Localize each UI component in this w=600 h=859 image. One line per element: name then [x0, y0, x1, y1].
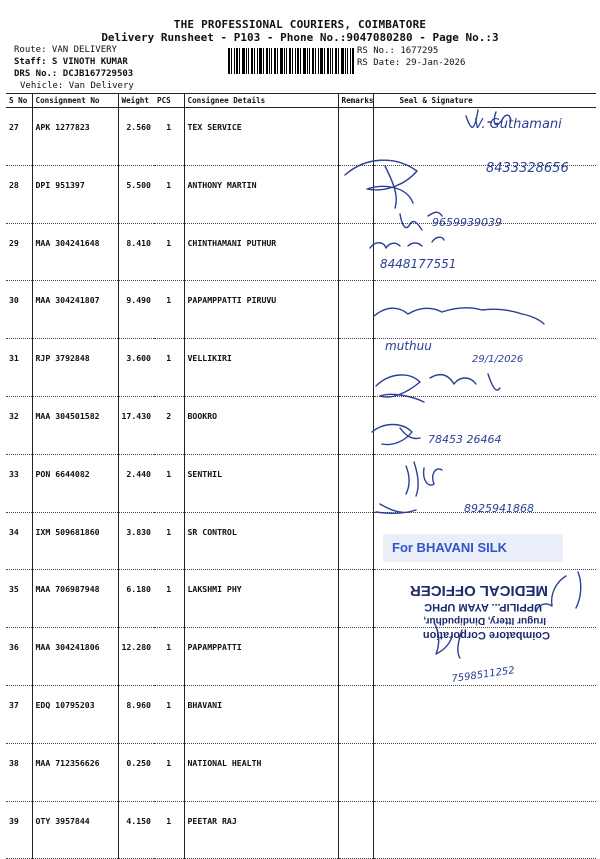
row-seal — [373, 512, 596, 570]
row-pcs: 1 — [154, 512, 184, 570]
table-row — [6, 743, 596, 801]
drs-line — [14, 68, 133, 80]
row-consignment: MAA 304501582 — [32, 396, 118, 454]
row-weight: 9.490 — [118, 281, 154, 339]
row-sno: 31 — [6, 339, 32, 397]
table-row — [6, 454, 596, 512]
row-consignee: TEX SERVICE — [184, 108, 338, 166]
staff-line — [14, 56, 128, 68]
runsheet-table — [6, 93, 596, 859]
row-pcs: 1 — [154, 628, 184, 686]
row-weight: 5.500 — [118, 165, 154, 223]
drs-value: DCJB167729503 — [62, 69, 134, 79]
row-consignee: BHAVANI — [184, 685, 338, 743]
drs-label: DRS No.: — [14, 69, 58, 79]
row-remarks — [338, 165, 373, 223]
row-seal — [373, 743, 596, 801]
row-sno: 33 — [6, 454, 32, 512]
row-consignee: SR CONTROL — [184, 512, 338, 570]
row-seal — [373, 628, 596, 686]
row-remarks — [338, 281, 373, 339]
medical-stamp-line-1: MEDICAL OFFICER — [409, 582, 548, 599]
row-consignment: OTY 3957844 — [32, 801, 118, 859]
col-weight: Weight — [118, 94, 154, 108]
row-pcs: 1 — [154, 570, 184, 628]
col-seal-signature: Seal & Signature — [373, 94, 596, 108]
table-row — [6, 801, 596, 859]
row-seal — [373, 570, 596, 628]
table-row — [6, 512, 596, 570]
row-sno: 28 — [6, 165, 32, 223]
row-pcs: 1 — [154, 743, 184, 801]
row-remarks — [338, 512, 373, 570]
staff-label: Staff: — [14, 57, 47, 67]
row-consignee: VELLIKIRI — [184, 339, 338, 397]
row-weight: 12.280 — [118, 628, 154, 686]
barcode-bars — [228, 48, 354, 74]
row-seal — [373, 685, 596, 743]
row-consignment: APK 1277823 — [32, 108, 118, 166]
row-pcs: 1 — [154, 281, 184, 339]
rs-date: RS Date: 29-Jan-2026 — [357, 58, 466, 68]
table-row — [6, 223, 596, 281]
row-consignment: DPI 951397 — [32, 165, 118, 223]
row-weight: 6.180 — [118, 570, 154, 628]
handwritten-name-27: V. Guthamani — [474, 117, 562, 132]
row-weight: 3.600 — [118, 339, 154, 397]
company-title: THE PROFESSIONAL COURIERS, COIMBATORE — [173, 18, 427, 31]
table-header-row — [6, 94, 596, 108]
table-row — [6, 685, 596, 743]
row-consignment: MAA 304241806 — [32, 628, 118, 686]
table-row — [6, 396, 596, 454]
row-consignee: CHINTHAMANI PUTHUR — [184, 223, 338, 281]
col-remarks: Remarks — [338, 94, 373, 108]
table-row — [6, 165, 596, 223]
medical-stamp-line-2: UPPILIP... AYAM UPHC — [424, 601, 542, 613]
barcode-image — [228, 48, 354, 74]
row-consignment: PON 6644082 — [32, 454, 118, 512]
row-remarks — [338, 801, 373, 859]
row-seal — [373, 396, 596, 454]
row-pcs: 1 — [154, 801, 184, 859]
row-consignee: PAPAMPPATTI — [184, 628, 338, 686]
row-consignee: NATIONAL HEALTH — [184, 743, 338, 801]
row-remarks — [338, 396, 373, 454]
rs-number: RS No.: 1677295 — [357, 46, 439, 56]
row-sno: 30 — [6, 281, 32, 339]
row-sno: 39 — [6, 801, 32, 859]
row-consignment: MAA 706987948 — [32, 570, 118, 628]
row-remarks — [338, 570, 373, 628]
handwritten-sig-32: muthuu — [385, 339, 432, 353]
handwritten-phone-34: 78453 26464 — [428, 433, 502, 446]
row-sno: 38 — [6, 743, 32, 801]
col-pcs: PCS — [154, 94, 184, 108]
handwritten-phone-30: 8448177551 — [380, 257, 457, 271]
row-seal — [373, 339, 596, 397]
table-body — [6, 108, 596, 859]
row-consignment: MAA 304241807 — [32, 281, 118, 339]
row-pcs: 1 — [154, 165, 184, 223]
row-consignment: RJP 3792848 — [32, 339, 118, 397]
vehicle-label: Vehicle: Van Delivery — [20, 81, 134, 91]
row-weight: 17.430 — [118, 396, 154, 454]
row-weight: 2.440 — [118, 454, 154, 512]
row-weight: 3.830 — [118, 512, 154, 570]
staff-value: S VINOTH KUMAR — [51, 57, 128, 67]
row-seal — [373, 454, 596, 512]
row-pcs: 1 — [154, 223, 184, 281]
table-row — [6, 339, 596, 397]
table-row — [6, 281, 596, 339]
row-weight: 4.150 — [118, 801, 154, 859]
col-sno: S No — [6, 94, 32, 108]
rs-info — [357, 45, 465, 69]
row-weight: 2.560 — [118, 108, 154, 166]
handwritten-phone-28: 8433328656 — [486, 161, 569, 176]
handwritten-phone-36: 8925941868 — [464, 502, 534, 515]
row-consignee: PAPAMPPATTI PIRUVU — [184, 281, 338, 339]
table-row — [6, 570, 596, 628]
bhavani-stamp-text: For BHAVANI SILK — [392, 540, 508, 555]
row-sno: 34 — [6, 512, 32, 570]
row-sno: 37 — [6, 685, 32, 743]
row-sno: 29 — [6, 223, 32, 281]
row-remarks — [338, 339, 373, 397]
row-remarks — [338, 223, 373, 281]
handwritten-date-32: 29/1/2026 — [472, 354, 524, 365]
col-consignee: Consignee Details — [184, 94, 338, 108]
row-consignee: PEETAR RAJ — [184, 801, 338, 859]
row-weight: 0.250 — [118, 743, 154, 801]
row-weight: 8.960 — [118, 685, 154, 743]
row-remarks — [338, 108, 373, 166]
row-consignee: ANTHONY MARTIN — [184, 165, 338, 223]
row-pcs: 1 — [154, 108, 184, 166]
row-seal — [373, 165, 596, 223]
row-consignment: MAA 304241648 — [32, 223, 118, 281]
runsheet-subtitle: Delivery Runsheet - P103 - Phone No.:9047080280 - Page No.:3 — [101, 31, 499, 44]
table-row — [6, 628, 596, 686]
route-label: Route: VAN DELIVERY — [14, 45, 117, 55]
row-sno: 35 — [6, 570, 32, 628]
row-consignment: IXM 509681860 — [32, 512, 118, 570]
row-consignment: MAA 712356626 — [32, 743, 118, 801]
row-consignee: LAKSHMI PHY — [184, 570, 338, 628]
row-seal — [373, 281, 596, 339]
row-sno: 27 — [6, 108, 32, 166]
row-weight: 8.410 — [118, 223, 154, 281]
row-remarks — [338, 743, 373, 801]
col-consignment: Consignment No — [32, 94, 118, 108]
table-row — [6, 108, 596, 166]
row-pcs: 1 — [154, 454, 184, 512]
medical-stamp-line-4: Coimbatore Corporation — [422, 629, 550, 641]
row-seal — [373, 223, 596, 281]
row-sno: 32 — [6, 396, 32, 454]
handwritten-phone-39: 7598511252 — [450, 665, 516, 685]
row-sno: 36 — [6, 628, 32, 686]
row-remarks — [338, 454, 373, 512]
row-pcs: 1 — [154, 685, 184, 743]
row-remarks — [338, 685, 373, 743]
medical-stamp-line-3: Irugur Ittery, Dindipudhur, — [423, 615, 546, 626]
row-seal — [373, 801, 596, 859]
handwritten-phone-29: 9659939039 — [432, 216, 502, 229]
row-remarks — [338, 628, 373, 686]
row-pcs: 1 — [154, 339, 184, 397]
row-consignee: SENTHIL — [184, 454, 338, 512]
row-consignee: BOOKRO — [184, 396, 338, 454]
row-consignment: EDQ 10795203 — [32, 685, 118, 743]
row-seal — [373, 108, 596, 166]
row-pcs: 2 — [154, 396, 184, 454]
